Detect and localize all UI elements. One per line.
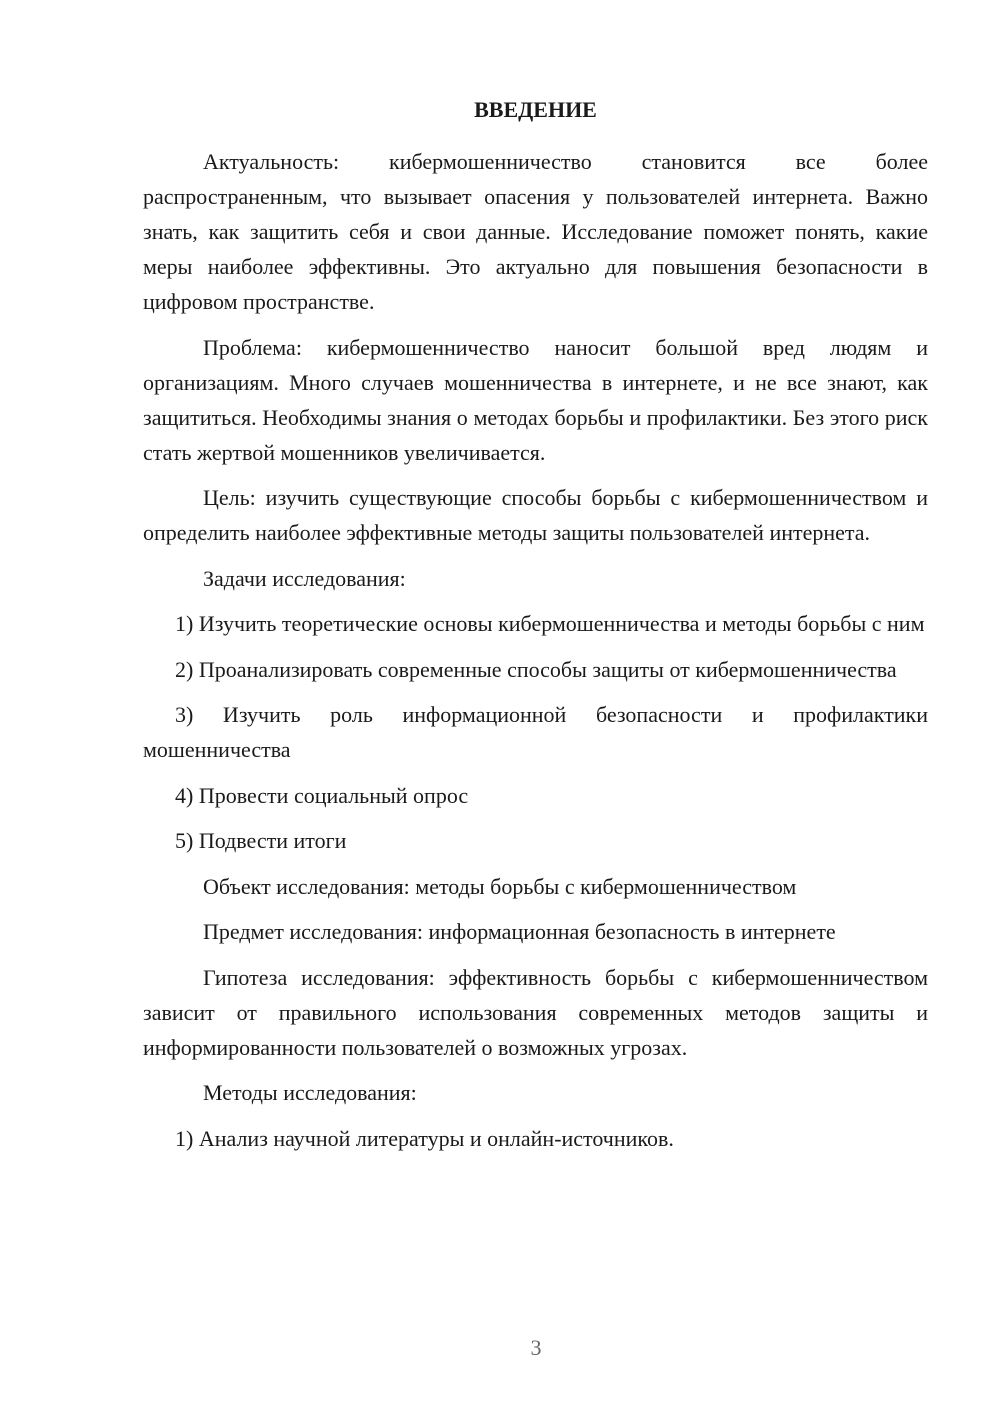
- page-number: 3: [530, 1335, 542, 1360]
- paragraph-goal: Цель: изучить существующие способы борьбы с кибермошенничеством и определить наиболее эффективные методы защиты пользователей интернета.: [143, 485, 928, 545]
- paragraph-problem: Проблема: кибермошенничество наносит большой вред людям и организациям. Много случаев мошенничества в интернете, и не все знают, как защититься. Необходимы знания о методах борьбы и профилактики. Без этого риск стать жертвой мошенников увеличивается.: [143, 334, 928, 465]
- method-item-1: 1) Анализ научной литературы и онлайн-источников.: [175, 1125, 674, 1151]
- paragraph-relevance: Актуальность: кибермошенничество становится все более распространенным, что вызывает опасения у пользователей интернета. Важно знать, как защитить себя и свои данные. Исследование поможет понять, какие меры наиболее эффективны. Это актуально для повышения безопасности в цифровом пространстве.: [143, 149, 928, 314]
- paragraph-object: Объект исследования: методы борьбы с кибермошенничеством: [203, 873, 797, 899]
- task-item-3: 3) Изучить роль информационной безопасности и профилактики мошенничества: [143, 702, 928, 762]
- paragraph-hypothesis: Гипотеза исследования: эффективность борьбы с кибермошенничеством зависит от правильного использования современных методов защиты и информированности пользователей о возможных угрозах.: [143, 964, 928, 1060]
- page-content: [143, 96, 928, 1156]
- task-item-1: 1) Изучить теоретические основы кибермошенничества и методы борьбы с ним: [175, 611, 925, 636]
- task-item-5: 5) Подвести итоги: [175, 828, 347, 853]
- tasks-heading: Задачи исследования:: [203, 565, 406, 591]
- paragraph-subject: Предмет исследования: информационная безопасность в интернете: [203, 919, 836, 944]
- task-item-2: 2) Проанализировать современные способы защиты от кибермошенничества: [175, 656, 897, 682]
- task-item-4: 4) Провести социальный опрос: [175, 782, 469, 808]
- methods-heading: Методы исследования:: [203, 1080, 417, 1105]
- section-heading: ВВЕДЕНИЕ: [474, 97, 597, 122]
